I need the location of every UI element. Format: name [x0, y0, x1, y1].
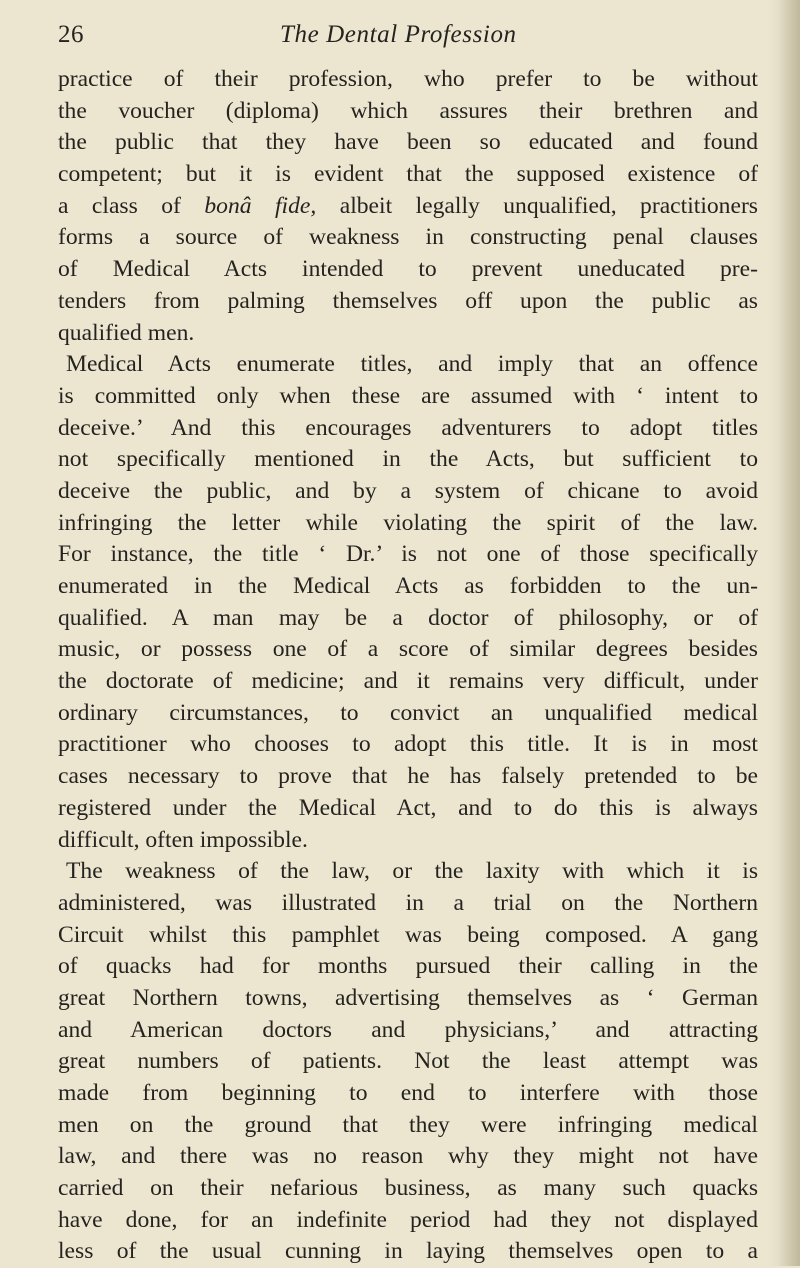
text-line: is committed only when these are assumed with ‘ intent to	[58, 382, 758, 409]
text-line: tenders from palming themselves off upon the public as	[58, 287, 758, 314]
text-line: practitioner who chooses to adopt this title. It is in most	[58, 731, 758, 758]
text-line: The weakness of the law, or the laxity with which it is	[66, 858, 758, 885]
text-line	[58, 191, 758, 223]
text-line: practice of their profession, who prefer to be without	[58, 66, 758, 92]
text-line: men on the ground that they were infringing medical	[58, 1111, 758, 1138]
text-line: law, and there was no reason why they might not have	[58, 1143, 758, 1170]
text-line: the public that they have been so educated and found	[58, 129, 758, 156]
text-line: competent; but it is evident that the supposed existence of	[58, 161, 758, 188]
text-line: For instance, the title ‘ Dr.’ is not one of those specifically	[58, 541, 758, 568]
text-segment: albeit legally unqualified, practitioners	[316, 192, 758, 219]
paragraph	[58, 856, 758, 1268]
body-text	[58, 64, 758, 1268]
text-line: qualified men.	[58, 319, 195, 346]
paragraph	[58, 349, 758, 856]
text-line: ordinary circumstances, to convict an unqualified medical	[58, 699, 758, 726]
page-number: 26	[58, 21, 84, 48]
text-line: the voucher (diploma) which assures their brethren and	[58, 97, 758, 124]
page-edge-shadow	[778, 0, 800, 1266]
running-title: The Dental Profession	[280, 21, 517, 48]
paragraph	[58, 64, 758, 349]
text-line: Circuit whilst this pamphlet was being composed. A gang	[58, 921, 758, 948]
text-line: the doctorate of medicine; and it remains very difficult, under	[58, 668, 758, 695]
text-line: have done, for an indefinite period had they not displayed	[58, 1206, 758, 1233]
text-line: carried on their nefarious business, as many such quacks	[58, 1175, 758, 1202]
text-line: deceive the public, and by a system of chicane to avoid	[58, 477, 758, 504]
text-segment: a class of	[58, 192, 205, 219]
text-line: qualified. A man may be a doctor of philosophy, or of	[58, 604, 758, 631]
text-line: administered, was illustrated in a trial on the Northern	[58, 889, 758, 916]
text-line: music, or possess one of a score of similar degrees besides	[58, 636, 758, 663]
page-header	[58, 18, 758, 52]
italic-phrase: bonâ fide,	[204, 192, 317, 219]
text-line: less of the usual cunning in laying themselves open to a	[58, 1238, 758, 1265]
text-line: of Medical Acts intended to prevent uneducated pre-	[58, 256, 758, 283]
text-line: enumerated in the Medical Acts as forbidden to the un-	[58, 573, 758, 599]
text-line: forms a source of weakness in constructing penal clauses	[58, 224, 758, 251]
text-line: made from beginning to end to interfere with those	[58, 1080, 758, 1106]
text-line: and American doctors and physicians,’ and attracting	[58, 1016, 758, 1043]
text-line: deceive.’ And this encourages adventurers to adopt titles	[58, 414, 758, 441]
text-line: great numbers of patients. Not the least attempt was	[58, 1048, 758, 1075]
text-line: Medical Acts enumerate titles, and imply that an offence	[66, 351, 758, 378]
text-line: registered under the Medical Act, and to do this is always	[58, 794, 758, 821]
text-line: not specifically mentioned in the Acts, but sufficient to	[58, 446, 758, 473]
text-line: cases necessary to prove that he has falsely pretended to be	[58, 763, 758, 790]
text-line: great Northern towns, advertising themselves as ‘ German	[58, 984, 758, 1011]
text-line: infringing the letter while violating the spirit of the law.	[58, 509, 758, 536]
text-line: of quacks had for months pursued their calling in the	[58, 953, 758, 980]
text-line: difficult, often impossible.	[58, 826, 308, 853]
